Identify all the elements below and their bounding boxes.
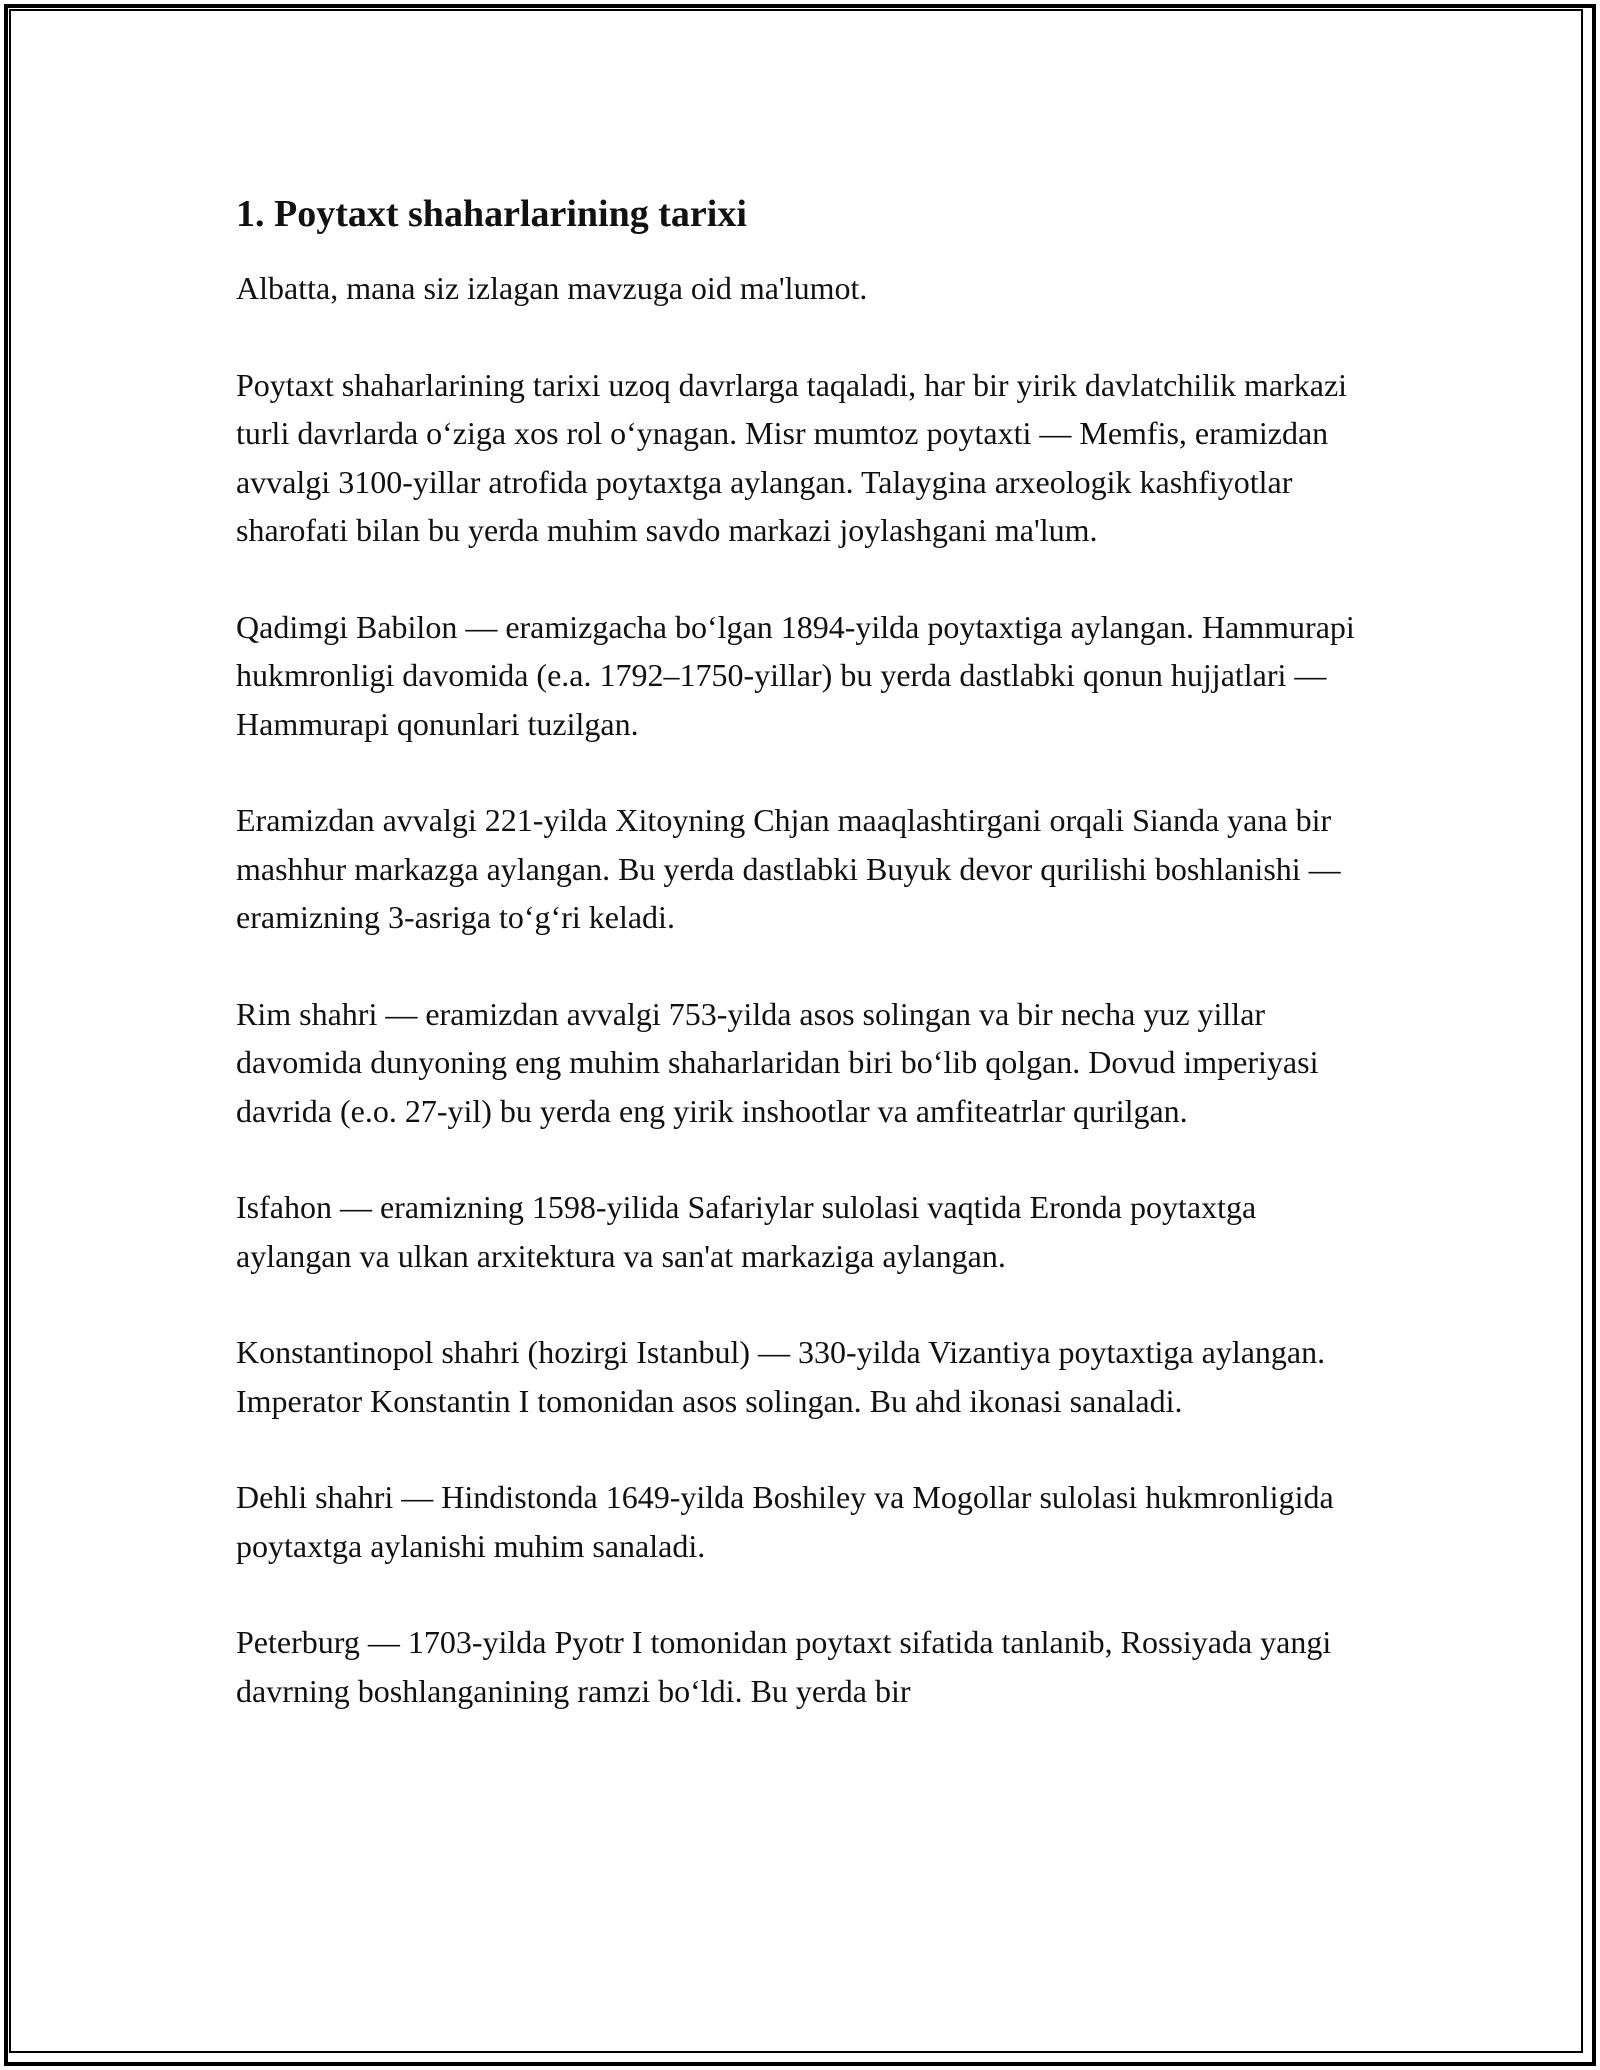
paragraph-memphis: Poytaxt shaharlarining tarixi uzoq davrlarga taqaladi, har bir yirik davlatchilik markazi turli davrlarda oʻziga xos rol oʻynagan. Misr mumtoz poytaxti — Memfis, eramizdan avvalgi 3100-yillar atrofida poytaxtga aylangan. Talaygina arxeologik kashfiyotlar sharofati bilan bu yerda muhim savdo markazi joylashgani ma'lum. <box>236 366 1348 548</box>
document-body <box>236 186 1376 1763</box>
paragraph-intro: Albatta, mana siz izlagan mavzuga oid ma'lumot. <box>236 270 868 306</box>
paragraph-delhi: Dehli shahri — Hindistonda 1649-yilda Boshiley va Mogollar sulolasi hukmronligida poytaxtga aylanishi muhim sanaladi. <box>236 1479 1334 1564</box>
paragraph-rome: Rim shahri — eramizdan avvalgi 753-yilda asos solingan va bir necha yuz yillar davomida dunyoning eng muhim shaharlaridan biri boʻlib qolgan. Dovud imperiyasi davrida (e.o. 27-yil) bu yerda eng yirik inshootlar va amfiteatrlar qurilgan. <box>236 995 1319 1129</box>
paragraph-isfahan: Isfahon — eramizning 1598-yilida Safariylar sulolasi vaqtida Eronda poytaxtga aylangan va ulkan arxitektura va san'at markaziga aylangan. <box>236 1189 1257 1274</box>
paragraph-babylon: Qadimgi Babilon — eramizgacha boʻlgan 1894-yilda poytaxtiga aylangan. Hammurapi hukmronligi davomida (e.a. 1792–1750-yillar) bu yerda dastlabki qonun hujjatlari — Hammurapi qonunlari tuzilgan. <box>236 608 1355 742</box>
section-heading: 1. Poytaxt shaharlarining tarixi <box>236 193 747 235</box>
paragraph-petersburg: Peterburg — 1703-yilda Pyotr I tomonidan poytaxt sifatida tanlanib, Rossiyada yangi davrning boshlanganining ramzi boʻldi. Bu yerda bir <box>236 1624 1332 1709</box>
paragraph-constantinople: Konstantinopol shahri (hozirgi Istanbul) — 330-yilda Vizantiya poytaxtiga aylangan. Imperator Konstantin I tomonidan asos solingan. Bu ahd ikonasi sanaladi. <box>236 1334 1326 1419</box>
paragraph-xian: Eramizdan avvalgi 221-yilda Xitoyning Chjan maaqlashtirgani orqali Sianda yana bir mashhur markazga aylangan. Bu yerda dastlabki Buyuk devor qurilishi boshlanishi — eramizning 3-asriga toʻgʻri keladi. <box>236 802 1341 935</box>
